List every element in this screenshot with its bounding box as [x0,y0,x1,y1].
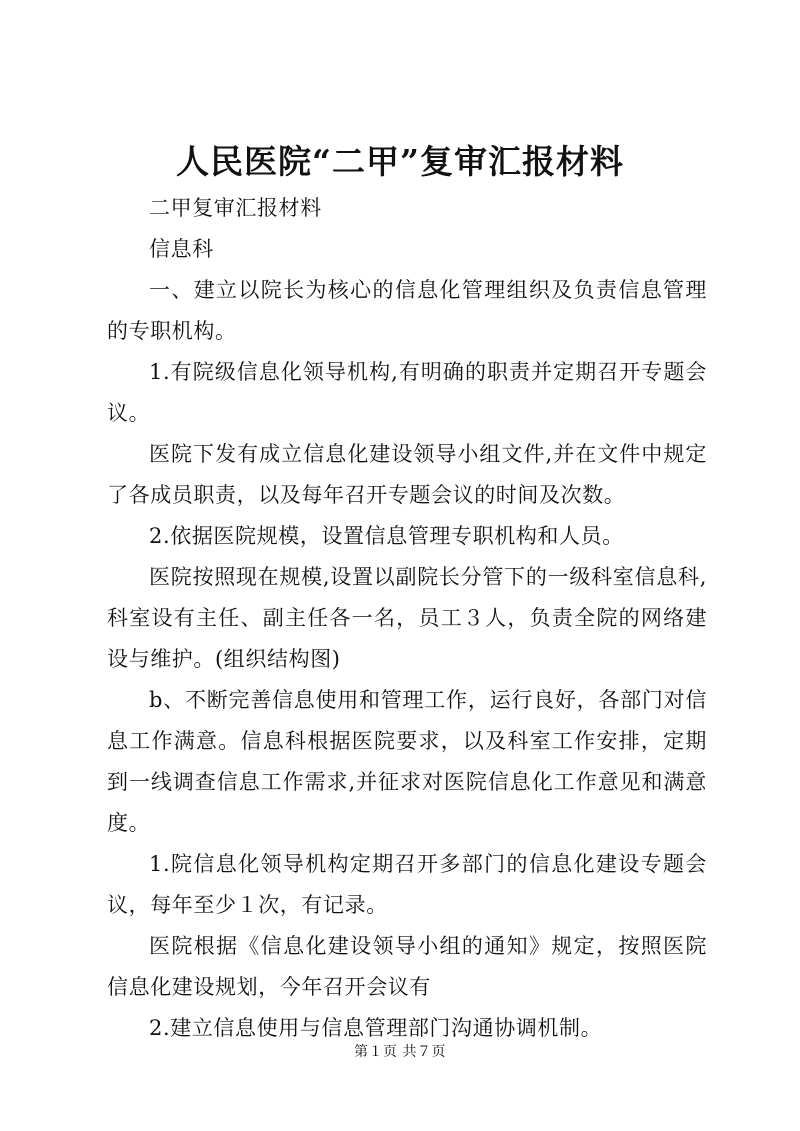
paragraph: 一、建立以院长为核心的信息化管理组织及负责信息管理的专职机构。 [107,278,707,343]
paragraph: 1.有院级信息化领导机构,有明确的职责并定期召开专题会议。 [107,360,707,425]
page-footer: 第１页 共７页 [354,1044,446,1060]
document-body [107,188,707,1049]
paragraph: 医院按照现在规模,设置以副院长分管下的一级科室信息科,科室设有主任、副主任各一名，员工３人，负责全院的网络建设与维护。(组织结构图) [107,565,707,671]
paragraph: 医院下发有成立信息化建设领导小组文件,并在文件中规定了各成员职责，以及每年召开专题会议的时间及次数。 [107,442,707,507]
paragraph: 信息科 [149,237,214,261]
document-title: 人民医院“二甲”复审汇报材料 [176,142,624,181]
paragraph: 2.依据医院规模，设置信息管理专职机构和人员。 [149,524,624,548]
paragraph: 医院根据《信息化建设领导小组的通知》规定，按照医院信息化建设规划，今年召开会议有 [107,934,707,999]
paragraph: 1.院信息化领导机构定期召开多部门的信息化建设专题会议，每年至少１次，有记录。 [107,852,707,917]
paragraph: 二甲复审汇报材料 [149,196,322,220]
paragraph: b、不断完善信息使用和管理工作，运行良好，各部门对信息工作满意。信息科根据医院要求，以及科室工作安排，定期到一线调查信息工作需求,并征求对医院信息化工作意见和满意度。 [107,688,707,835]
paragraph: 2.建立信息使用与信息管理部门沟通协调机制。 [149,1016,603,1040]
